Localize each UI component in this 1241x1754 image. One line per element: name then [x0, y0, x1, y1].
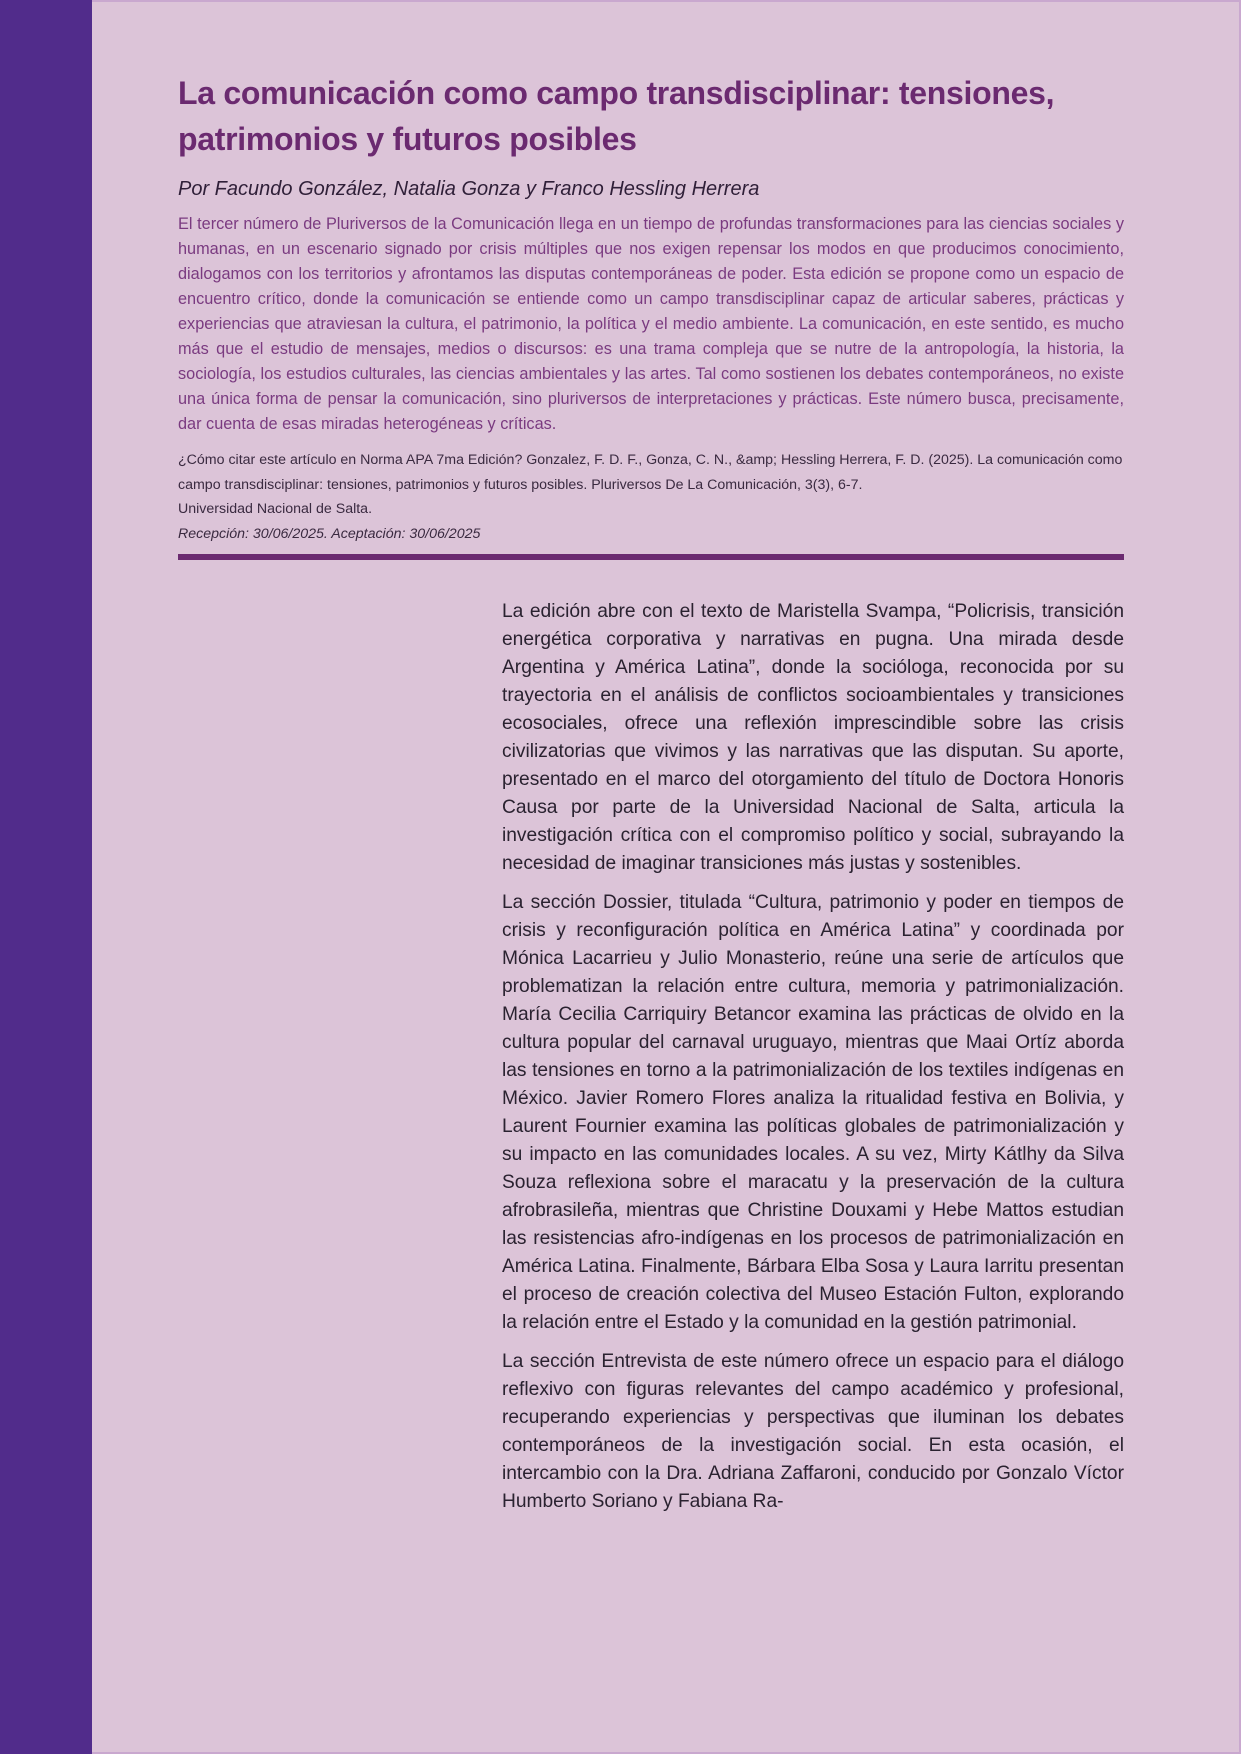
body-paragraph: La sección Dossier, titulada “Cultura, patrimonio y poder en tiempos de crisis y reconfiguración política en América Latina” y coordinada por Mónica Lacarrieu y Julio Monasterio, reúne una serie de artículos que problematizan la relación entre cultura, memoria y patrimonialización. María Cecilia Carriquiry Betancor examina las prácticas de olvido en la cultura popular del carnaval uruguayo, mientras que Maai Ortíz aborda las tensiones en torno a la patrimonialización de los textiles indígenas en México. Javier Romero Flores analiza la ritualidad festiva en Bolivia, y Laurent Fournier examina las políticas globales de patrimonialización y su impacto en las comunidades locales. A su vez, Mirty Kátlhy da Silva Souza reflexiona sobre el maracatu y la preservación de la cultura afrobrasileña, mientras que Christine Douxami y Hebe Mattos estudian las resistencias afro-indígenas en los procesos de patrimonialización en América Latina. Finalmente, Bárbara Elba Sosa y Laura Iarritu presentan el proceso de creación colectiva del Museo Estación Fulton, explorando la relación entre el Estado y la comunidad en la gestión patrimonial. [502, 892, 1124, 1333]
citation-note: ¿Cómo citar este artículo en Norma APA 7ma Edición? Gonzalez, F. D. F., Gonza, C. N., &amp; Hessling Herrera, F. D. (2025). La comunicación como campo transdisciplinar: tensiones, patrimonios y futuros posibles. Pluriversos De La Comunicación, 3(3), 6-7. [178, 452, 1123, 493]
header-divider [178, 554, 1124, 560]
author-affiliation: Universidad Nacional de Salta. [178, 501, 373, 517]
body-paragraph: La sección Entrevista de este número ofrece un espacio para el diálogo reflexivo con figuras relevantes del campo académico y profesional, recuperando experiencias y perspectivas que iluminan los debates contemporáneos de la investigación social. En esta ocasión, el intercambio con la Dra. Adriana Zaffaroni, conducido por Gonzalo Víctor Humberto Soriano y Fabiana Ra- [502, 1351, 1124, 1512]
side-color-band [0, 0, 92, 1754]
article-authors: Por Facundo González, Natalia Gonza y Franco Hessling Herrera [178, 178, 760, 200]
reception-dates: Recepción: 30/06/2025. Aceptación: 30/06/2025 [178, 526, 481, 542]
article-abstract: El tercer número de Pluriversos de la Comunicación llega en un tiempo de profundas transformaciones para las ciencias sociales y humanas, en un escenario signado por crisis múltiples que nos exigen repensar los modos en que producimos conocimiento, dialogamos con los territorios y afrontamos las disputas contemporáneas de poder. Esta edición se propone como un espacio de encuentro crítico, donde la comunicación se entiende como un campo transdisciplinar capaz de articular saberes, prácticas y experiencias que atraviesan la cultura, el patrimonio, la política y el medio ambiente. La comunicación, en este sentido, es mucho más que el estudio de mensajes, medios o discursos: es una trama compleja que se nutre de la antropología, la historia, la sociología, los estudios culturales, las ciencias ambientales y las artes. Tal como sostienen los debates contemporáneos, no existe una única forma de pensar la comunicación, sino pluriversos de interpretaciones y prácticas. Este número busca, precisamente, dar cuenta de esas miradas heterogéneas y críticas. [178, 215, 1124, 433]
article-title: La comunicación como campo transdisciplinar: tensiones, patrimonios y futuros posibles [178, 75, 1055, 157]
body-column [502, 598, 1124, 1527]
body-paragraph: La edición abre con el texto de Maristella Svampa, “Policrisis, transición energética corporativa y narrativas en pugna. Una mirada desde Argentina y América Latina”, donde la socióloga, reconocida por su trayectoria en el análisis de conflictos socioambientales y transiciones ecosociales, ofrece una reflexión imprescindible sobre las crisis civilizatorias que vivimos y las narrativas que las disputan. Su aporte, presentado en el marco del otorgamiento del título de Doctora Honoris Causa por parte de la Universidad Nacional de Salta, articula la investigación crítica con el compromiso político y social, subrayando la necesidad de imaginar transiciones más justas y sostenibles. [502, 601, 1124, 874]
